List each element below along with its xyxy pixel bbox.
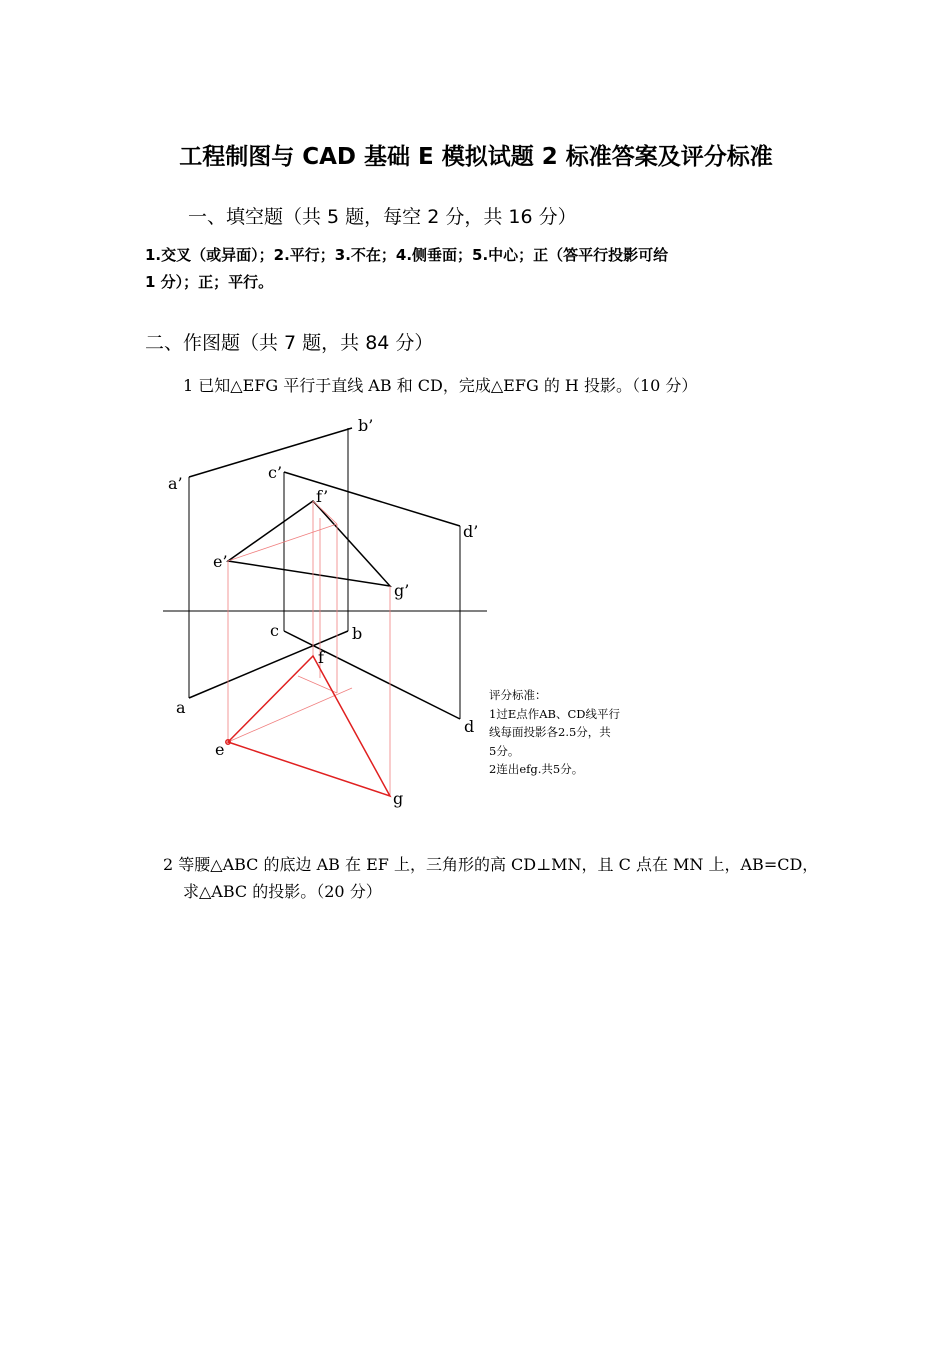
- line-c-prime-d-prime: [284, 472, 460, 526]
- aux-line-h-1: [228, 688, 352, 742]
- label-g-prime: g’: [394, 581, 410, 600]
- label-a-prime: a’: [168, 474, 183, 493]
- question-2-line-2: 求△ABC 的投影。（20 分）: [183, 882, 382, 901]
- grading-criteria: [489, 686, 620, 779]
- label-c-prime: c’: [268, 463, 283, 482]
- label-e: e: [215, 740, 225, 759]
- aux-line-v-1: [228, 524, 337, 561]
- answer-triangle-efg: [226, 656, 390, 796]
- criteria-line-2: 线每面投影各2.5分，共: [489, 725, 611, 739]
- criteria-heading: 评分标准：: [489, 688, 547, 702]
- section2-heading: 二、作图题（共 7 题，共 84 分）: [145, 332, 434, 354]
- label-d: d: [464, 717, 475, 736]
- answers-line-2: 1 分）；正；平行。: [145, 273, 274, 291]
- label-g: g: [393, 789, 404, 808]
- label-b: b: [352, 624, 363, 643]
- criteria-line-1: 1过E点作AB、CD线平行: [489, 706, 620, 721]
- page-title: 工程制图与 CAD 基础 E 模拟试题 2 标准答案及评分标准: [179, 144, 773, 170]
- label-b-prime: b’: [358, 416, 374, 435]
- question-1-text: 1 已知△EFG 平行于直线 AB 和 CD，完成△EFG 的 H 投影。（10 分）: [183, 376, 698, 395]
- line-ab: [189, 631, 348, 698]
- label-f-prime: f’: [316, 487, 329, 506]
- label-e-prime: e’: [213, 552, 228, 571]
- label-c: c: [270, 621, 279, 640]
- answers-line-1: 1.交叉（或异面）；2.平行；3.不在；4.侧垂面；5.中心；正（答平行投影可给: [145, 246, 669, 264]
- question-2-text: [163, 851, 818, 905]
- criteria-line-4: 2连出efg.共5分。: [489, 762, 584, 776]
- section1-heading: 一、填空题（共 5 题，每空 2 分，共 16 分）: [188, 206, 577, 228]
- label-d-prime: d’: [463, 522, 479, 541]
- criteria-line-3: 5分。: [489, 743, 520, 758]
- label-f: f: [318, 648, 324, 667]
- label-a: a: [176, 698, 186, 717]
- projection-lines: [163, 428, 487, 719]
- triangle-e-prime-f-prime-g-prime: [228, 501, 390, 586]
- triangle-efg: [228, 656, 390, 796]
- question-2-line-1: 2 等腰△ABC 的底边 AB 在 EF 上，三角形的高 CD⊥MN，且 C 点在 MN 上，AB=CD，: [163, 855, 819, 874]
